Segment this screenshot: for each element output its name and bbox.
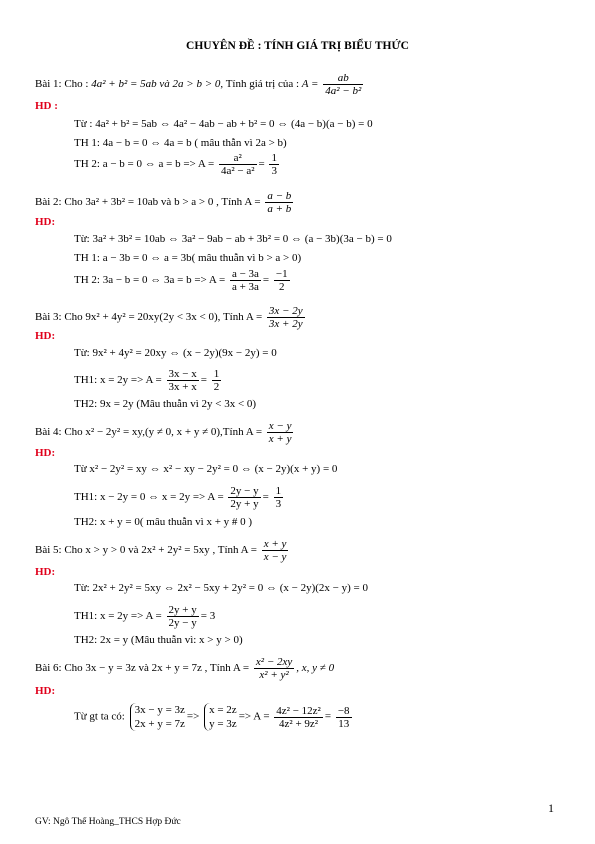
solution-step: Từ : 4a² + b² = 5ab ⇔ 4a² − 4ab − ab + b² = 0 ⇔ (4a − b)(a − b) = 0 bbox=[74, 118, 373, 130]
problem-4: Bài 4: Cho x² − 2y² = xy,(y ≠ 0, x + y ≠ 0),Tính A = $\frac{x - y}{x + y}$ bbox=[35, 420, 292, 445]
solution-step: Từ: 3a² + 3b² = 10ab ⇔ 3a² − 9ab − ab + 3b² = 0 ⇔ (a − 3b)(3a − b) = 0 bbox=[74, 233, 392, 245]
solution-step: TH 2: 3a − b = 0 ⇔ 3a = b => A = $\frac{a - 3a}{a + 3a}$ = $\frac{-1}{2}$ bbox=[74, 268, 288, 293]
solution-step: TH1: x = 2y => A = $\frac{2y + y}{2y - y}$ = 3 bbox=[74, 604, 216, 629]
hd-label: HD: bbox=[35, 447, 56, 459]
problem-5: Bài 5: Cho x > y > 0 và 2x² + 2y² = 5xy , Tính A = $\frac{x + y}{x - y}$ bbox=[35, 538, 287, 563]
solution-step: TH 1: a − 3b = 0 ⇔ a = 3b( mâu thuẫn vì b > a > 0) bbox=[74, 252, 302, 264]
hd-label: HD: bbox=[35, 330, 56, 342]
solution-step: TH2: 2x = y (Mâu thuẫn vì: x > y > 0) bbox=[74, 634, 243, 646]
solution-step: Từ gt ta có: 3x − y = 3z 2x + y = 7z => x = 2z y = 3z => A = $\frac{\text{4z² − 12z²}}{\text{4z² + 9z²}}$ = $\frac{-8}{13}$ bbox=[74, 704, 350, 730]
solution-step: TH1: x = 2y => A = $\frac{3x - x}{3x + x}$ = $\frac{1}{2}$ bbox=[74, 368, 220, 393]
page-title: CHUYÊN ĐỀ : TÍNH GIÁ TRỊ BIỂU THỨC bbox=[186, 40, 409, 52]
page-number: 1 bbox=[548, 801, 554, 815]
footer-author: GV: Ngô Thế Hoàng_THCS Hợp Đức bbox=[35, 817, 181, 827]
problem-2: Bài 2: Cho 3a² + 3b² = 10ab và b > a > 0 , Tính A = $\frac{a - b}{a + b}$ bbox=[35, 190, 292, 215]
equation-system: 3x − y = 3z 2x + y = 7z bbox=[130, 703, 185, 731]
problem-6: Bài 6: Cho 3x − y = 3z và 2x + y = 7z , Tính A = $\frac{\text{x² − 2xy}}{\text{x² + y²}}$ , x, y ≠ 0 bbox=[35, 656, 335, 681]
hd-label: HD: bbox=[35, 566, 56, 578]
equation-system: x = 2z y = 3z bbox=[204, 703, 237, 731]
problem-3: Bài 3: Cho 9x² + 4y² = 20xy(2y < 3x < 0), Tính A = $\frac{3x - 2y}{3x + 2y}$ bbox=[35, 305, 303, 330]
solution-step: Từ x² − 2y² = xy ⇔ x² − xy − 2y² = 0 ⇔ (x − 2y)(x + y) = 0 bbox=[74, 463, 338, 475]
solution-step: Từ: 2x² + 2y² = 5xy ⇔ 2x² − 5xy + 2y² = 0 ⇔ (x − 2y)(2x − y) = 0 bbox=[74, 582, 368, 594]
solution-step: Từ: 9x² + 4y² = 20xy ⇔ (x − 2y)(9x − 2y) = 0 bbox=[74, 347, 277, 359]
solution-step: TH1: x − 2y = 0 ⇔ x = 2y => A = $\frac{2y - y}{2y + y}$ = $\frac{1}{3}$ bbox=[74, 485, 282, 510]
solution-step: TH 1: 4a − b = 0 ⇔ 4a = b ( mâu thẫn vì 2a > b) bbox=[74, 137, 287, 149]
fraction: $\frac{ab}{\text{4a² − b²}}$ bbox=[325, 72, 362, 97]
hd-label: HD : bbox=[35, 100, 58, 112]
hd-label: HD: bbox=[35, 685, 56, 697]
solution-step: TH2: 9x = 2y (Mâu thuẫn vì 2y < 3x < 0) bbox=[74, 398, 257, 410]
hd-label: HD: bbox=[35, 216, 56, 228]
solution-step: TH 2: a − b = 0 ⇔ a = b => A = $\frac{\text{a²}}{\text{4a² − a²}}$ = $\frac{1}{3}$ bbox=[74, 152, 277, 177]
problem-1: Bài 1: Cho : 4a² + b² = 5ab và 2a > b > 0, Tính giá trị của : A = $\frac{ab}{\text{4a² − b²}}$ bbox=[35, 72, 362, 97]
solution-step: TH2: x + y = 0( mâu thuẫn vì x + y # 0 ) bbox=[74, 516, 253, 528]
